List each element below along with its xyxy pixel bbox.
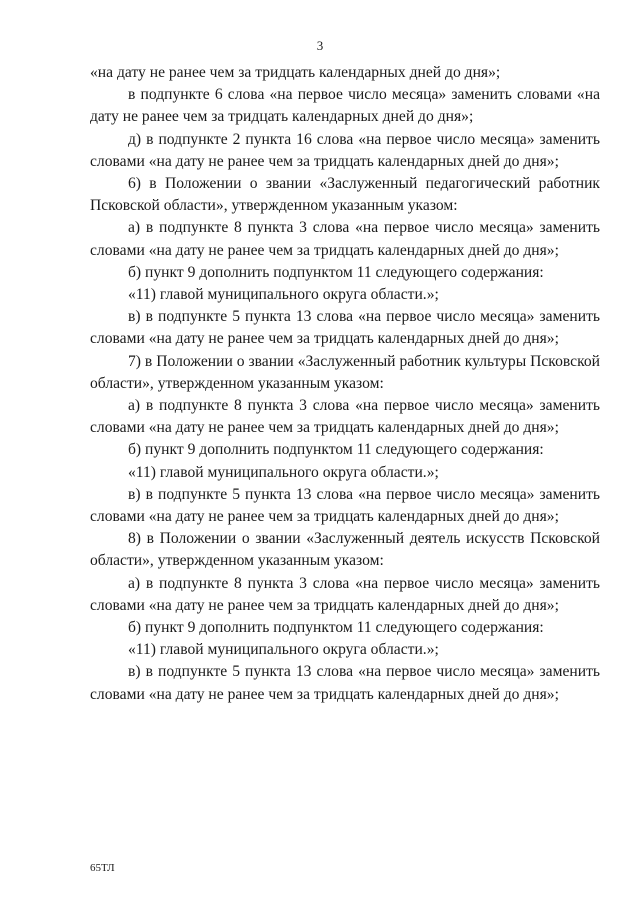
paragraph: «11) главой муниципального округа области.»; [128,463,439,481]
paragraph: «11) главой муниципального округа области.»; [128,641,439,659]
paragraph: «11) главой муниципального округа области.»; [128,286,439,304]
paragraph: в) в подпункте 5 пункта 13 слова «на первое число месяца» заменить словами «на дату не ранее чем за тридцать календарных дней до дня»; [90,485,600,526]
document-body [90,62,600,706]
paragraph: «на дату не ранее чем за тридцать календарных дней до дня»; [90,64,501,81]
paragraph: д) в подпункте 2 пункта 16 слова «на первое число месяца» заменить словами «на дату не ранее чем за тридцать календарных дней до дня»; [90,130,600,170]
paragraph: а) в подпункте 8 пункта 3 слова «на первое число месяца» заменить словами «на дату не ранее чем за тридцать календарных дней до дня»; [90,397,600,437]
paragraph: а) в подпункте 8 пункта 3 слова «на первое число месяца» заменить словами «на дату не ранее чем за тридцать календарных дней до дня»; [90,219,600,259]
paragraph: 8) в Положении о звании «Заслуженный деятель искусств Псковской области», утвержденном указанным указом: [90,530,600,570]
paragraph: б) пункт 9 дополнить подпунктом 11 следующего содержания: [128,619,544,637]
paragraph: а) в подпункте 8 пункта 3 слова «на первое число месяца» заменить словами «на дату не ранее чем за тридцать календарных дней до дня»; [90,574,600,614]
paragraph: 7) в Положении о звании «Заслуженный работник культуры Псковской области», утвержденном указанным указом: [90,352,600,392]
paragraph: 6) в Положении о звании «Заслуженный педагогический работник Псковской области», утвержденном указанным указом: [90,175,600,215]
document-code: 65ТЛ [90,862,115,874]
paragraph: в) в подпункте 5 пункта 13 слова «на первое число месяца» заменить словами «на дату не ранее чем за тридцать календарных дней до дня»; [90,308,600,348]
paragraph: в подпункте 6 слова «на первое число месяца» заменить словами «на дату не ранее чем за тридцать календарных дней до дня»; [90,86,600,126]
paragraph: в) в подпункте 5 пункта 13 слова «на первое число месяца» заменить словами «на дату не ранее чем за тридцать календарных дней до дня»; [90,663,600,703]
paragraph: б) пункт 9 дополнить подпунктом 11 следующего содержания: [128,441,544,459]
page-number: 3 [316,38,324,53]
paragraph: б) пункт 9 дополнить подпунктом 11 следующего содержания: [128,263,544,281]
